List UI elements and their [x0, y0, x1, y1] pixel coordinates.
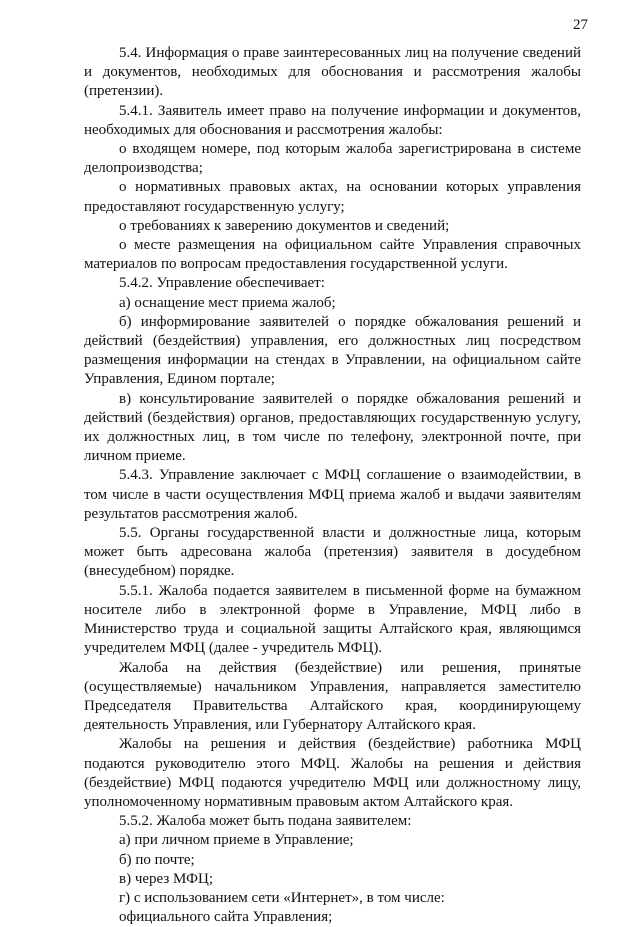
paragraph: а) при личном приеме в Управление; — [119, 832, 354, 849]
page-number: 27 — [573, 17, 588, 33]
paragraph: 5.4.3. Управление заключает с МФЦ соглашение о взаимодействии, в том числе в части осуществления МФЦ приема жалоб и выдачи заявителям результатов рассмотрения жалоб. — [84, 467, 581, 522]
paragraph: о входящем номере, под которым жалоба зарегистрирована в системе делопроизводства; — [84, 141, 581, 177]
paragraph: в) консультирование заявителей о порядке обжалования решений и действий (бездействия) органов, предоставляющих государственную услугу, их должностных лиц, в том числе по телефону, электронной почте, при личном приеме. — [84, 390, 581, 465]
paragraph: о требованиях к заверению документов и сведений; — [119, 217, 450, 234]
paragraph: г) с использованием сети «Интернет», в том числе: — [119, 889, 445, 906]
paragraph: 5.4.2. Управление обеспечивает: — [119, 275, 325, 292]
paragraph: б) по почте; — [119, 851, 195, 868]
paragraph: 5.5.2. Жалоба может быть подана заявителем: — [119, 813, 412, 830]
paragraph: Жалобы на решения и действия (бездействие) работника МФЦ подаются руководителю этого МФЦ. Жалобы на решения и действия (бездействие) МФЦ подаются учредителю МФЦ или должностному лицу, уполномоченному нормативным правовым актом Алтайского края. — [84, 736, 581, 810]
paragraph: Жалоба на действия (бездействие) или решения, принятые (осуществляемые) начальником Управления, направляется заместителю Председателя Правительства Алтайского края, координирующему деятельность Управления, или Губернатору Алтайского края. — [84, 659, 581, 734]
paragraph: 5.4.1. Заявитель имеет право на получение информации и документов, необходимых для обоснования и рассмотрения жалобы: — [84, 102, 581, 138]
paragraph: о нормативных правовых актах, на основании которых управления предоставляют государственную услугу; — [84, 179, 581, 215]
paragraph: официального сайта Управления; — [119, 909, 333, 926]
paragraph: о месте размещения на официальном сайте Управления справочных материалов по вопросам предоставления государственной услуги. — [84, 237, 581, 273]
paragraph: 5.4. Информация о праве заинтересованных лиц на получение сведений и документов, необходимых для обоснования и рассмотрения жалобы (претензии). — [84, 45, 581, 100]
document-body — [84, 44, 581, 927]
paragraph: 5.5. Органы государственной власти и должностные лица, которым может быть адресована жалоба (претензия) заявителя в досудебном (внесудебном) порядке. — [84, 525, 581, 580]
paragraph: в) через МФЦ; — [119, 870, 214, 887]
paragraph: б) информирование заявителей о порядке обжалования решений и действий (бездействия) управления, его должностных лиц посредством размещения информации на стендах в Управлении, на официальном сайте Управления, Едином портале; — [84, 313, 581, 388]
paragraph: а) оснащение мест приема жалоб; — [119, 294, 336, 311]
paragraph: 5.5.1. Жалоба подается заявителем в письменной форме на бумажном носителе либо в электронной форме в Управление, МФЦ либо в Министерство труда и социальной защиты Алтайского края, являющимся учредителем МФЦ (далее - учредитель МФЦ). — [84, 582, 581, 657]
